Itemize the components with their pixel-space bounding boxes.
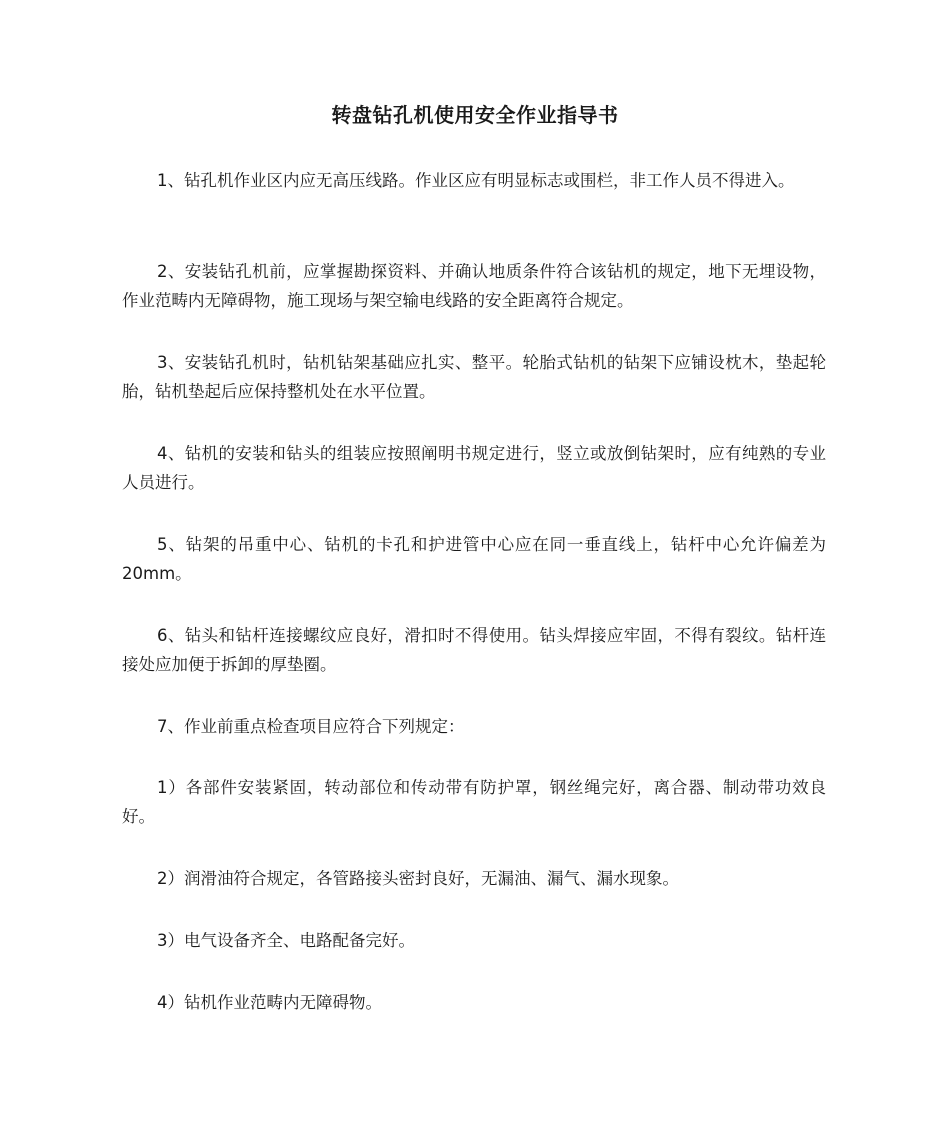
paragraph-3: 3、安装钻孔机时，钻机钻架基础应扎实、整平。轮胎式钻机的钻架下应铺设枕木，垫起轮胎，钻机垫起后应保持整机处在水平位置。 bbox=[122, 353, 826, 401]
list-item-2: 2）润滑油符合规定，各管路接头密封良好，无漏油、漏气、漏水现象。 bbox=[157, 869, 679, 888]
list-item-1: 1）各部件安装紧固，转动部位和传动带有防护罩，钢丝绳完好，离合器、制动带功效良好。 bbox=[122, 778, 826, 826]
document-title: 转盘钻孔机使用安全作业指导书 bbox=[331, 103, 619, 127]
list-item-4: 4）钻机作业范畴内无障碍物。 bbox=[157, 993, 382, 1012]
paragraph-4: 4、钻机的安装和钻头的组装应按照阐明书规定进行，竖立或放倒钻架时，应有纯熟的专业人员进行。 bbox=[122, 444, 826, 492]
list-item-3: 3）电气设备齐全、电路配备完好。 bbox=[157, 931, 415, 950]
paragraph-2: 2、安装钻孔机前，应掌握勘探资料、并确认地质条件符合该钻机的规定，地下无埋设物，作业范畴内无障碍物，施工现场与架空输电线路的安全距离符合规定。 bbox=[122, 262, 826, 310]
paragraph-5: 5、钻架的吊重中心、钻机的卡孔和护进管中心应在同一垂直线上，钻杆中心允许偏差为 20mm。 bbox=[122, 535, 826, 583]
paragraph-7: 7、作业前重点检查项目应符合下列规定： bbox=[157, 717, 465, 736]
paragraph-1: 1、钻孔机作业区内应无高压线路。作业区应有明显标志或围栏，非工作人员不得进入。 bbox=[157, 171, 795, 190]
paragraph-6: 6、钻头和钻杆连接螺纹应良好，滑扣时不得使用。钻头焊接应牢固，不得有裂纹。钻杆连接处应加便于拆卸的厚垫圈。 bbox=[122, 626, 826, 674]
